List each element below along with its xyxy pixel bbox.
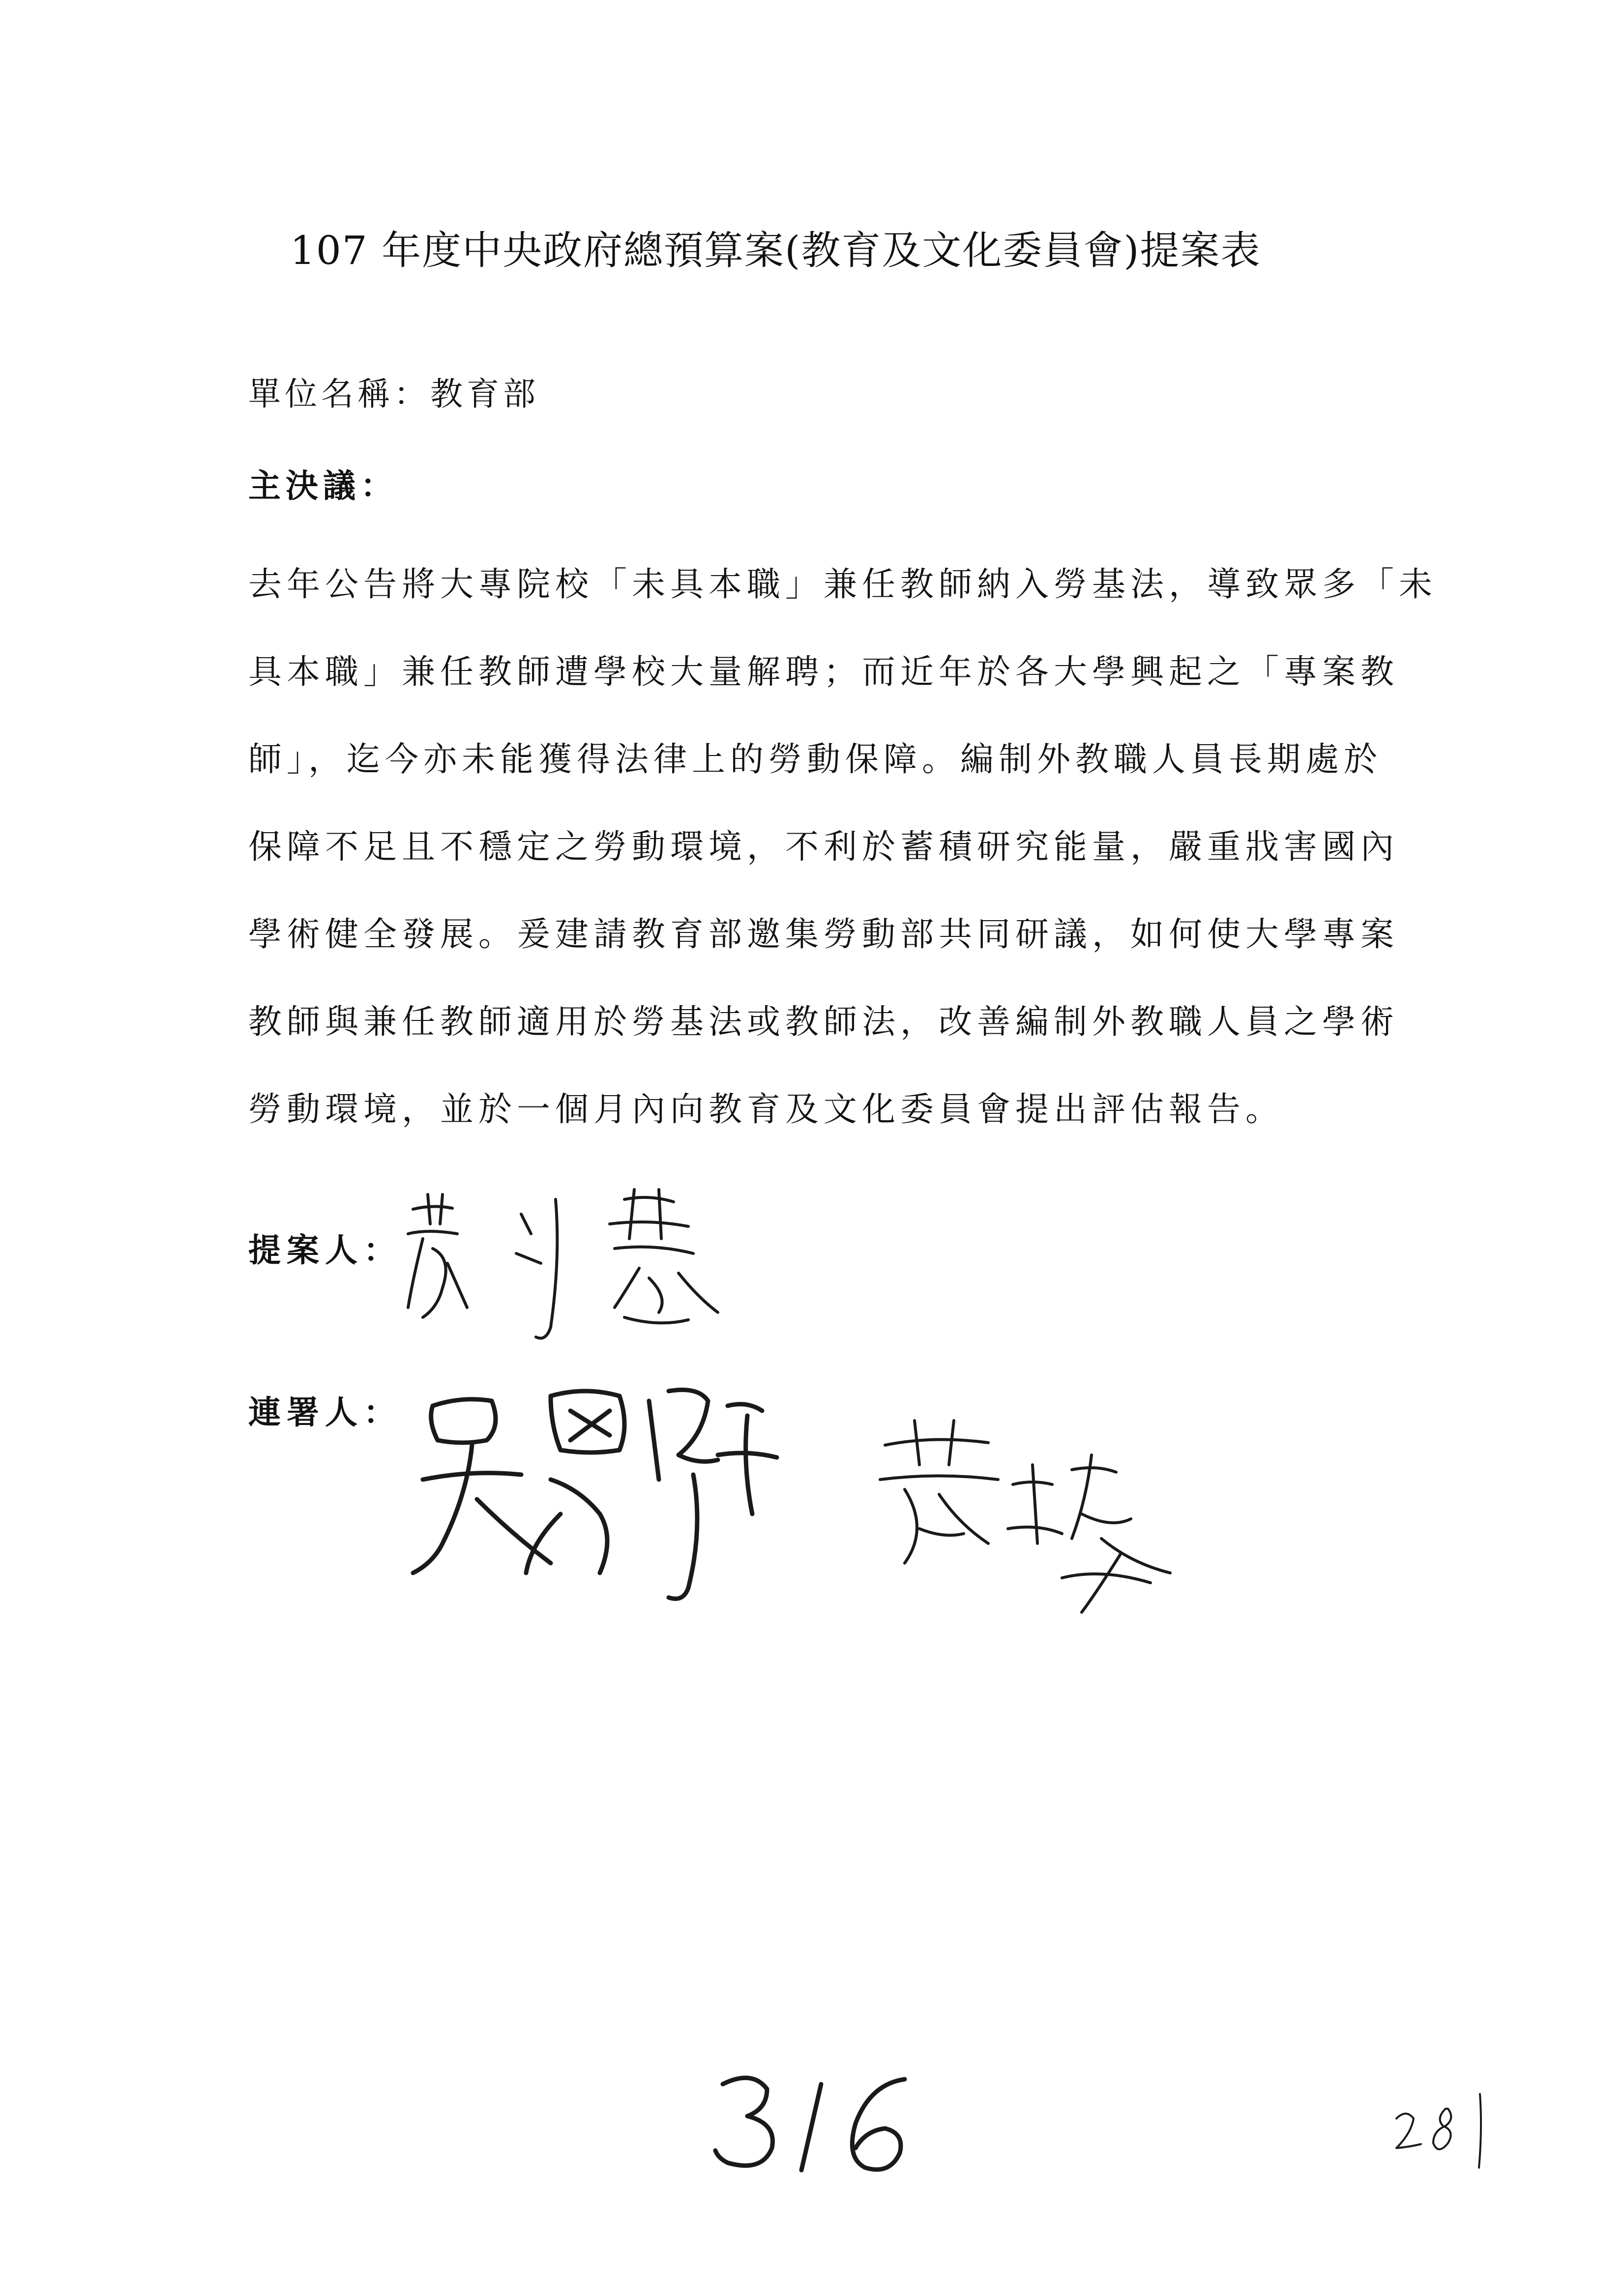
resolution-line: 教師與兼任教師適用於勞基法或教師法，改善編制外教職人員之學術	[248, 1003, 1399, 1042]
resolution-line: 勞動環境，並於一個月內向教育及文化委員會提出評估報告。	[248, 1090, 1284, 1129]
resolution-line: 保障不足且不穩定之勞動環境，不利於蓄積研究能量，嚴重戕害國內	[248, 828, 1399, 867]
handwritten-page-number-drawing	[708, 2064, 924, 2182]
proposer-label: 提案人：	[248, 1231, 402, 1269]
document-title: 107 年度中央政府總預算案(教育及文化委員會)提案表	[290, 228, 1261, 273]
unit-name-line: 單位名稱：教育部	[248, 375, 539, 413]
resolution-line: 學術健全發展。爰建請教育部邀集勞動部共同研議，如何使大學專案	[248, 915, 1399, 954]
resolution-body	[248, 560, 1438, 1173]
proposer-signature	[393, 1180, 747, 1347]
resolution-label: 主決議：	[248, 466, 398, 505]
cosigner-signature	[403, 1366, 846, 1622]
resolution-line: 去年公告將大專院校「未具本職」兼任教師納入勞基法，導致眾多「未	[248, 565, 1438, 604]
resolution-line: 師」，迄今亦未能獲得法律上的勞動保障。編制外教職人員長期處於	[248, 740, 1383, 779]
handwritten-corner-number-drawing	[1387, 2089, 1505, 2178]
resolution-line: 具本職」兼任教師遭學校大量解聘；而近年於各大學興起之「專案教	[248, 653, 1399, 692]
cosigner-label: 連署人：	[248, 1393, 402, 1431]
cosigner-signature	[875, 1416, 1190, 1622]
